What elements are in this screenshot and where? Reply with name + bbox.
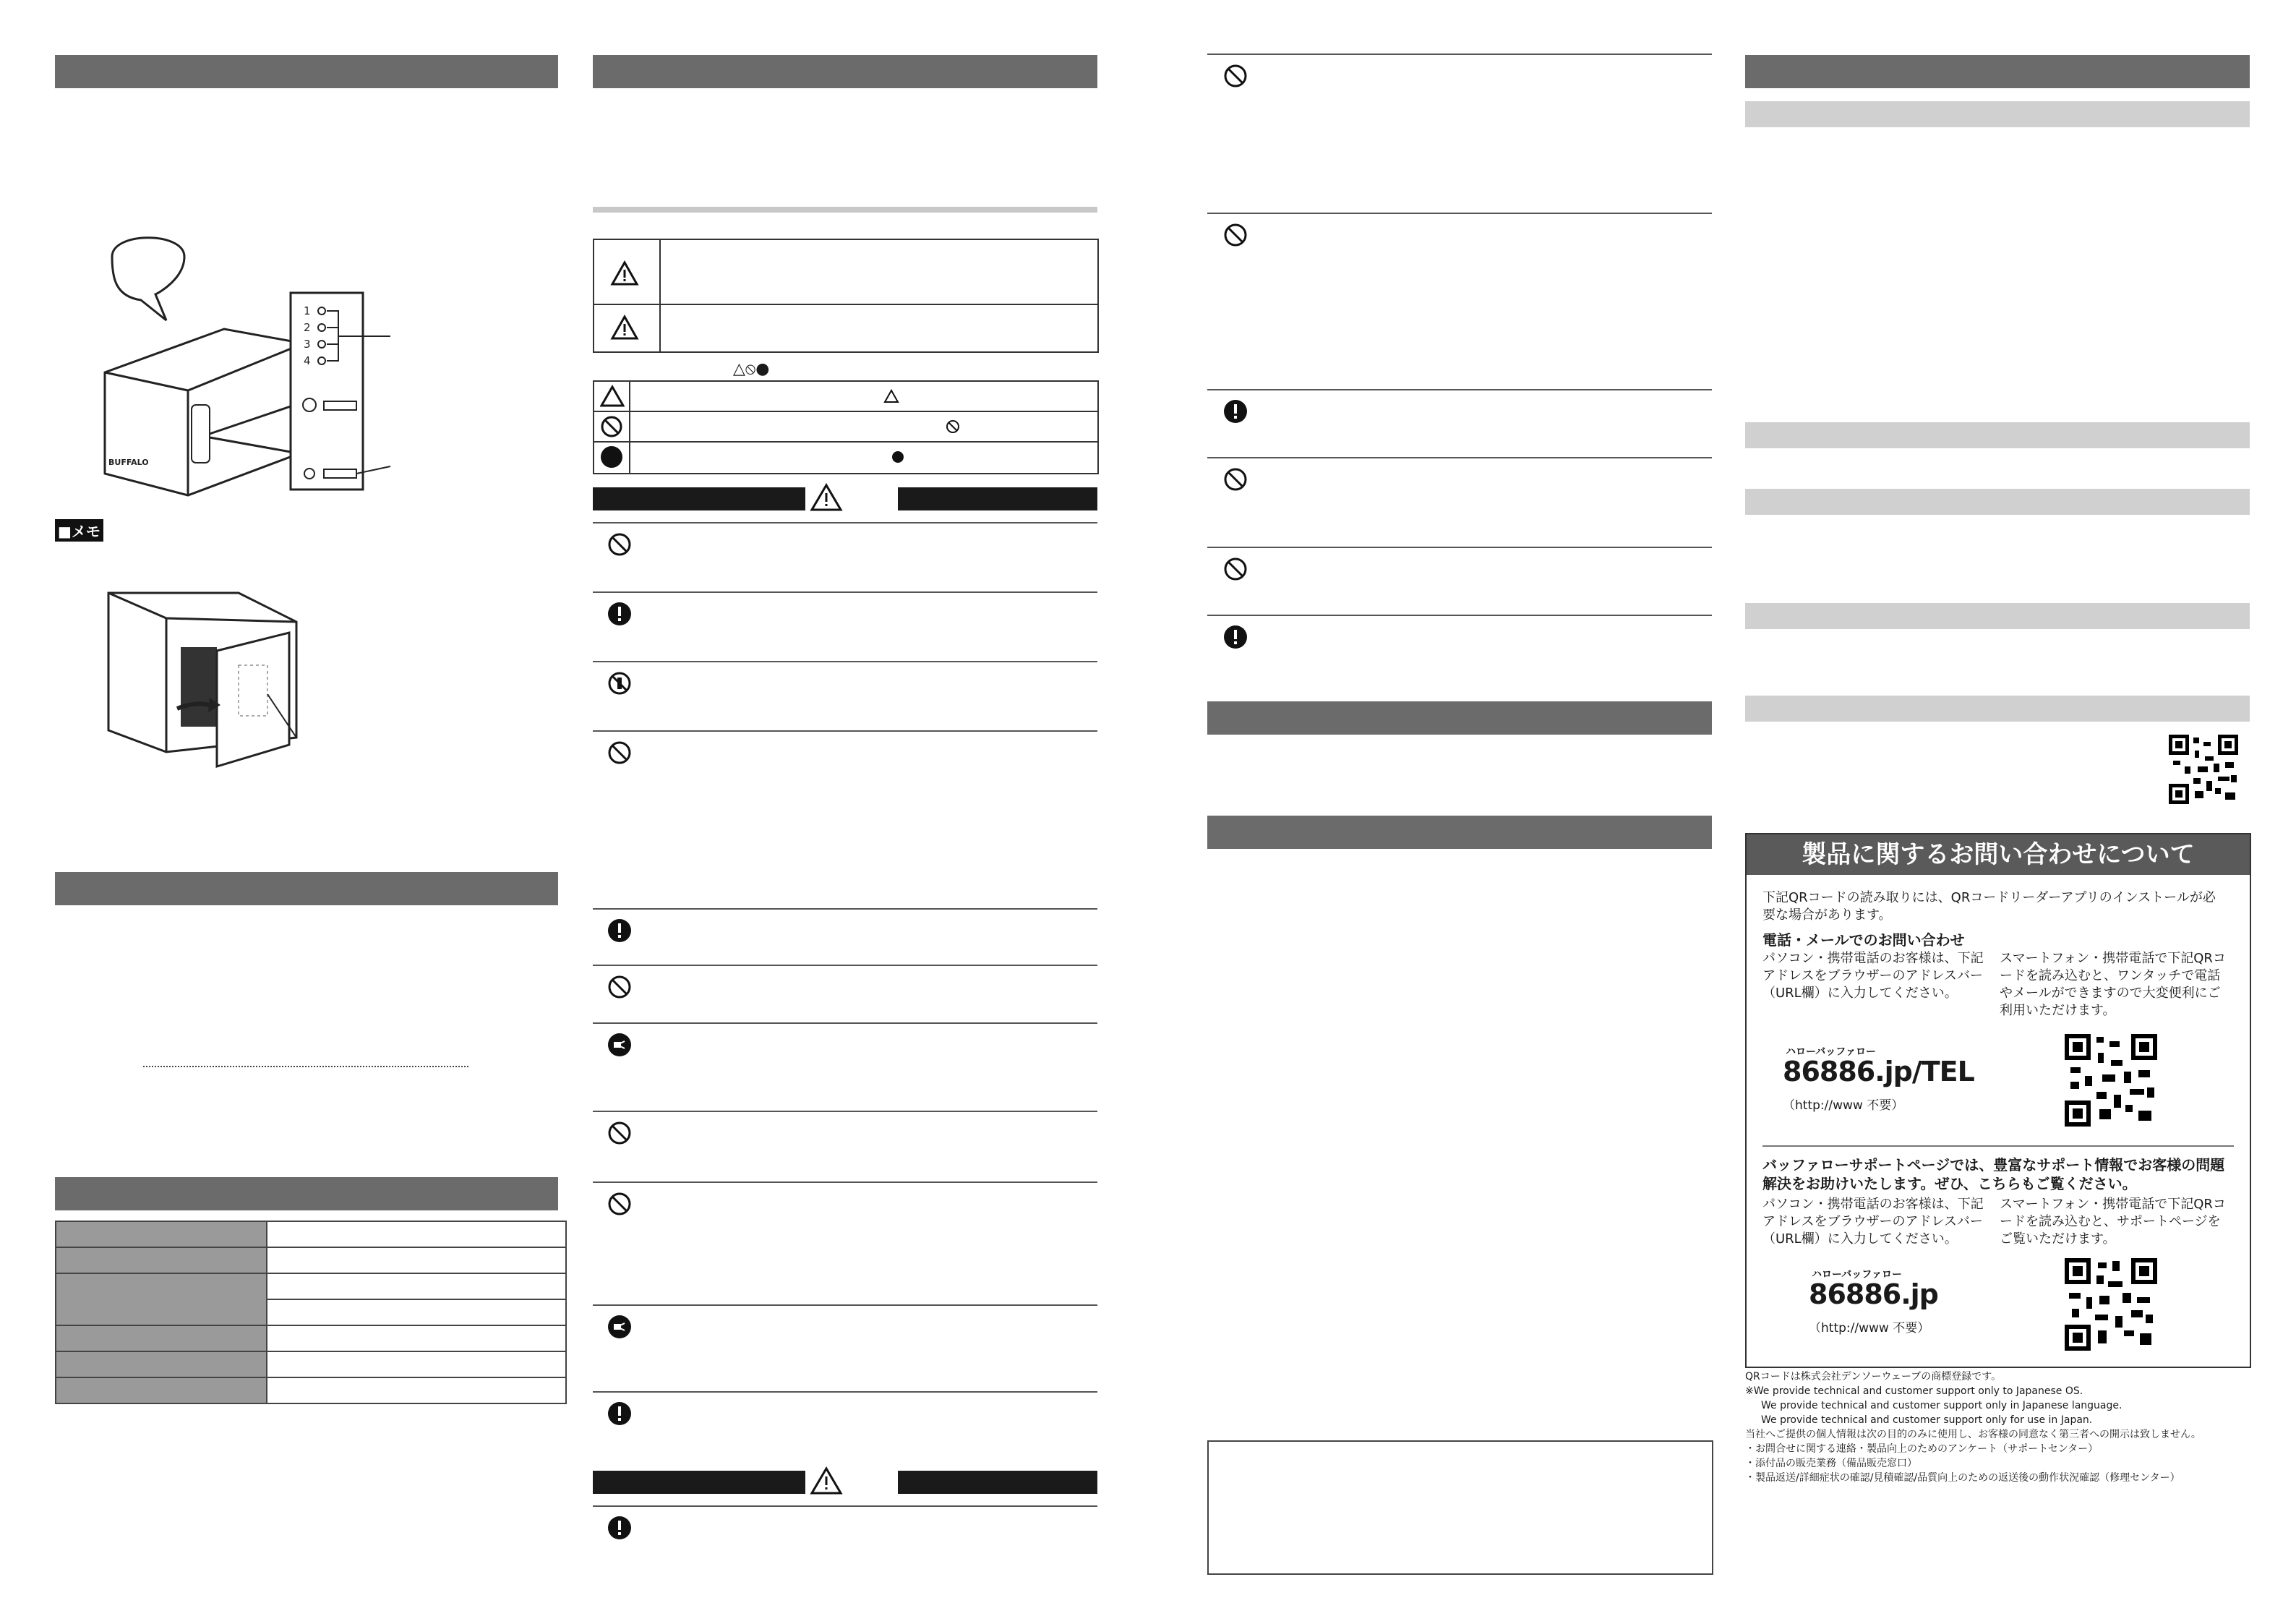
- inquiry-title: 製品に関するお問い合わせについて: [1747, 834, 2250, 875]
- hello-buffalo-1: ハローバッファロー: [1786, 1046, 1877, 1058]
- url-tel-link[interactable]: 86886.jp/TEL: [1783, 1056, 1974, 1087]
- qr-code-support[interactable]: [2065, 1258, 2157, 1351]
- prohibited-icon: [607, 975, 632, 999]
- warning-triangle-icon: [610, 260, 639, 286]
- www-note-1: （http://www 不要）: [1783, 1098, 1904, 1113]
- memo-label: ■メモ: [55, 519, 103, 542]
- inquiry-section1-heading: 電話・メールでのお問い合わせ: [1762, 931, 1965, 949]
- mandatory-icon: [607, 602, 632, 626]
- prohibited-icon: [600, 415, 623, 438]
- prohibited-icon: [1223, 64, 1248, 88]
- no-disassemble-icon: [607, 671, 632, 696]
- support-note-en-3: We provide technical and customer support only for use in Japan.: [1761, 1414, 2093, 1426]
- privacy-note: 当社へご提供の個人情報は次の目的のみに使用し、お客様の同意なく第三者への開示は致しません。: [1745, 1429, 2201, 1440]
- drive-label-4: 4: [304, 354, 311, 367]
- inquiry-section2-pc: パソコン・携帯電話のお客様は、下記アドレスをブラウザーのアドレスバー（URL欄）に入力してください。: [1762, 1197, 1984, 1247]
- legend-symbols: △⦸●: [733, 360, 770, 378]
- subsection-bar-4: [1745, 603, 2250, 629]
- drive-label-1: 1: [304, 304, 311, 317]
- privacy-item-3: ・製品返送/詳細症状の確認/見積確認/品質向上のための返送後の動作状況確認（修理センター）: [1745, 1472, 2180, 1484]
- qr-trademark-note: QRコードは株式会社デンソーウェーブの商標登録です。: [1745, 1371, 2002, 1382]
- inquiry-section1-pc: パソコン・携帯電話のお客様は、下記アドレスをブラウザーのアドレスバー（URL欄）に入力してください。: [1762, 951, 1984, 1001]
- warning-bar-right: [898, 487, 1097, 510]
- mandatory-icon: [1223, 399, 1248, 424]
- unplug-icon: [607, 1315, 632, 1339]
- mandatory-icon: [1223, 625, 1248, 649]
- definition-box: [593, 239, 1099, 353]
- section-header-5: [1207, 816, 1712, 849]
- inquiry-qr-note: 下記QRコードの読み取りには、QRコードリーダーアプリのインストールが必要な場合があります。: [1762, 890, 2216, 923]
- brand-text: BUFFALO: [108, 458, 149, 467]
- device-open-illustration: [101, 578, 318, 781]
- qr-code-small: [2169, 735, 2238, 804]
- prohibited-icon: [607, 1192, 632, 1216]
- caution-symbol-icon: [600, 385, 625, 408]
- footer-notes: [1745, 1369, 2251, 1485]
- url-support-link[interactable]: 86886.jp: [1809, 1278, 1938, 1310]
- drive-label-2: 2: [304, 321, 311, 334]
- gray-divider: [593, 207, 1097, 213]
- inquiry-section2-phone: スマートフォン・携帯電話で下記QRコードを読み込むと、サポートページをご覧いただけます。: [2000, 1197, 2226, 1247]
- subsection-bar-1: [1745, 101, 2250, 127]
- drive-label-3: 3: [304, 338, 311, 351]
- symbol-legend: [593, 380, 1099, 474]
- caution-triangle-icon: [610, 315, 639, 341]
- prohibited-icon: [1223, 467, 1248, 492]
- section-header-2: [55, 872, 558, 905]
- caution-bar-left: [593, 1471, 805, 1494]
- inquiry-box: [1745, 833, 2251, 1368]
- prohibited-icon: [1223, 223, 1248, 247]
- dotted-divider: [143, 1066, 468, 1067]
- inquiry-section2-heading: バッファローサポートページでは、豊富なサポート情報でお客様の問題解決をお助けいたします。ぜひ、こちらもご覧ください。: [1762, 1156, 2225, 1192]
- privacy-item-1: ・お問合せに関する連絡・製品向上のためのアンケート（サポートセンター）: [1745, 1443, 2099, 1455]
- mandatory-icon: [607, 1516, 632, 1540]
- prohibited-icon: [607, 740, 632, 765]
- inquiry-section1-phone: スマートフォン・携帯電話で下記QRコードを読み込むと、ワンタッチで電話やメールができますので大変便利にご利用いただけます。: [2000, 951, 2226, 1018]
- device-illustration: [87, 228, 463, 503]
- www-note-2: （http://www 不要）: [1809, 1321, 1930, 1335]
- prohibited-icon: [1223, 557, 1248, 581]
- section-header-1: [55, 55, 558, 88]
- section-header-safety: [593, 55, 1097, 88]
- support-note-en-2: We provide technical and customer support only in Japanese language.: [1761, 1400, 2122, 1411]
- subsection-bar-5: [1745, 696, 2250, 722]
- qr-code-tel[interactable]: [2065, 1034, 2157, 1127]
- section-header-4: [1207, 701, 1712, 735]
- warning-bar-icon: [810, 483, 843, 512]
- privacy-item-2: ・添付品の販売業務（備品販売窓口）: [1745, 1458, 1917, 1469]
- section-header-6: [1745, 55, 2250, 88]
- mandatory-icon: [607, 1401, 632, 1426]
- mandatory-icon: [600, 445, 623, 469]
- spec-table: [55, 1221, 567, 1404]
- caution-bar-icon: [810, 1466, 843, 1495]
- subsection-bar-2: [1745, 422, 2250, 448]
- mandatory-icon: [607, 918, 632, 943]
- hello-buffalo-2: ハローバッファロー: [1812, 1269, 1903, 1281]
- prohibited-icon: [607, 532, 632, 557]
- support-note-en-1: ※We provide technical and customer support only to Japanese OS.: [1745, 1385, 2083, 1397]
- notice-box: [1207, 1440, 1713, 1575]
- prohibited-icon: [607, 1121, 632, 1145]
- warning-bar-left: [593, 487, 805, 510]
- subsection-bar-3: [1745, 489, 2250, 515]
- section-header-3: [55, 1177, 558, 1210]
- unplug-icon: [607, 1033, 632, 1057]
- caution-bar-right: [898, 1471, 1097, 1494]
